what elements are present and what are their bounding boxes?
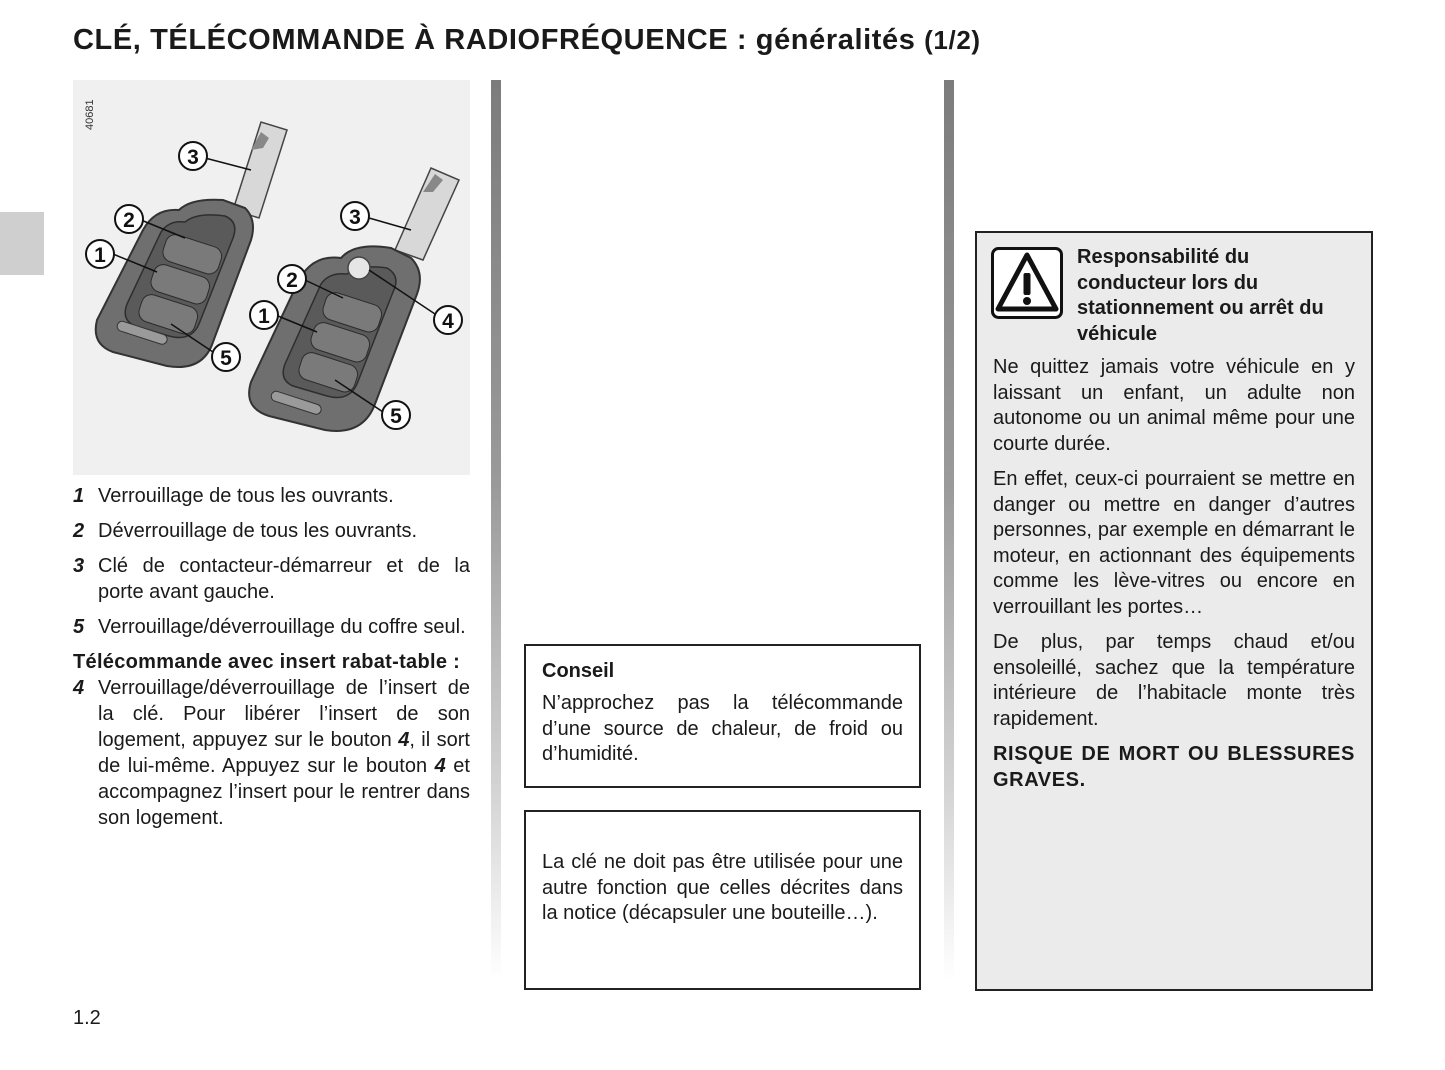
button-ref: 4 [398,729,410,751]
legend-item [73,483,470,509]
warning-paragraph: En effet, ceux-ci pourraient se mettre en danger ou mettre en danger d’autres personnes, par exemple en démarrant le moteur, en actionnant des équipements comme les lève-vitres ou encore en verrouillant les portes… [993,468,1355,618]
callout-3: 3 [187,146,199,169]
warning-header [993,245,1355,345]
legend-item [73,553,470,605]
legend-item-number: 4 [73,677,85,699]
callout-5: 5 [220,347,232,370]
advice-box [524,644,921,788]
column-divider [491,80,501,980]
advice-text: N’approchez pas la télécommande d’une source de chaleur, de froid ou d’humidité. [542,692,903,765]
legend-item-text: Verrouillage de tous les ouvrants. [98,485,394,507]
legend-item-number: 3 [73,555,85,577]
key-remotes-drawing [73,80,470,475]
advice-title: Conseil [542,660,615,682]
legend-subheading: Télécommande avec insert rabat-table : [73,651,461,673]
page-title-main: CLÉ, TÉLÉCOMMANDE À RADIOFRÉQUENCE : généralités [73,24,916,56]
warning-box [975,231,1373,991]
warning-title: Responsabilité du conducteur lors du stationnement ou arrêt du véhicule [1077,246,1324,345]
note-box [524,810,921,990]
page-title-part: (1/2) [924,25,981,55]
callout-2: 2 [123,209,135,232]
legend-item-text-b: , il sort de lui-même. Appuyez sur le bouton [98,729,470,777]
callout-3: 3 [349,206,361,229]
legend-item-text-c: et accompagnez l’insert pour le rentrer dans son logement. [98,755,470,829]
figure-code: 40681 [84,99,96,130]
warning-paragraph: Ne quittez jamais votre véhicule en y laissant un enfant, un adulte non autonome ou un animal même pour une courte durée. [993,356,1355,455]
callout-2: 2 [286,269,298,292]
callout-4: 4 [442,310,454,333]
legend-item-number: 2 [73,520,85,542]
legend-item-text: Déverrouillage de tous les ouvrants. [98,520,418,542]
legend-item [73,675,470,831]
column-divider [944,80,954,980]
page-title [73,24,981,57]
legend-item-number: 1 [73,485,85,507]
page-number: 1.2 [73,1007,101,1029]
note-text: La clé ne doit pas être utilisée pour une autre fonction que celles décrites dans la notice (décapsuler une bouteille…). [542,851,903,924]
warning-triangle-icon [991,247,1063,319]
callout-1: 1 [94,244,106,267]
callout-5: 5 [390,405,402,428]
legend-item-text-a: Verrouillage/déverrouillage de l’insert de la clé. Pour libérer l’insert de son logement, appuyez sur le bouton [98,677,470,751]
insert-release-button [348,257,370,279]
legend-item [73,614,470,640]
warning-paragraph: De plus, par temps chaud et/ou ensoleillé, sachez que la température intérieure de l’habitacle monte très rapidement. [993,631,1355,730]
legend-item [73,518,470,544]
chapter-tab [0,212,44,275]
callout-1: 1 [258,305,270,328]
legend-item-number: 5 [73,616,85,638]
key-illustration [73,80,470,475]
legend-list [73,483,470,840]
legend-item-text: Clé de contacteur-démarreur et de la porte avant gauche. [98,555,470,603]
button-ref: 4 [434,755,446,777]
legend-item-text: Verrouillage/déverrouillage du coffre seul. [98,616,466,638]
danger-statement: RISQUE DE MORT OU BLESSURES GRAVES. [993,743,1355,791]
